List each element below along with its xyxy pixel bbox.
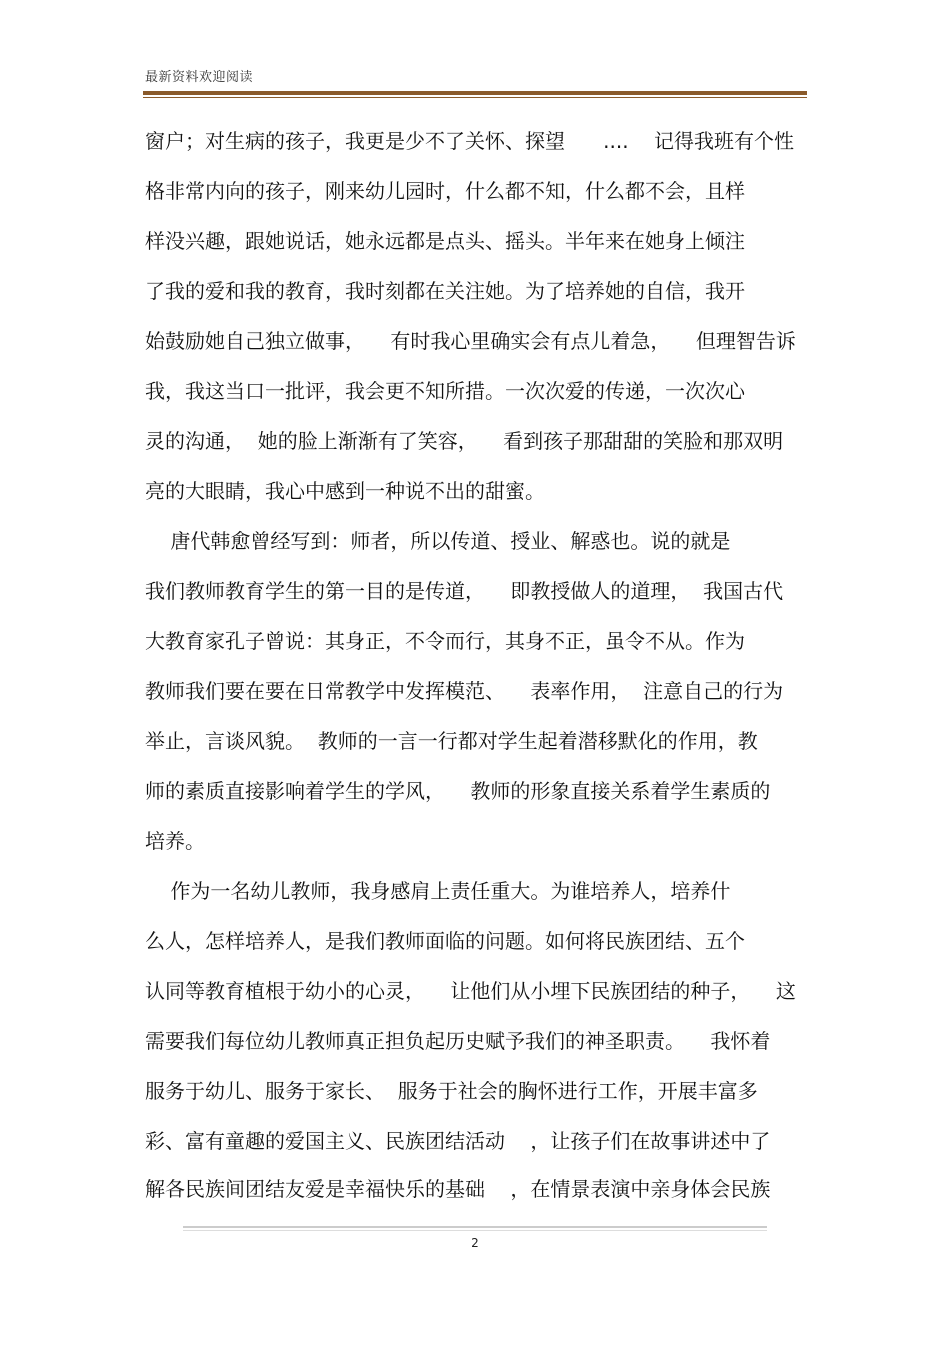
header-rule-thin [143,97,807,98]
footer-rule [183,1226,767,1228]
body-line: 认同等教育植根于幼小的心灵， 让他们从小埋下民族团结的种子， 这 [145,979,796,1003]
body-line: 培养。 [145,829,205,853]
body-line: 教师我们要在要在日常教学中发挥模范、 表率作用， 注意自己的行为 [145,679,784,703]
body-line: 始鼓励她自己独立做事， 有时我心里确实会有点儿着急， 但理智告诉 [145,329,796,353]
page-number: 2 [471,1236,479,1250]
body-line: 了我的爱和我的教育，我时刻都在关注她。为了培养她的自信，我开 [145,279,745,303]
body-line: 亮的大眼睛，我心中感到一种说不出的甜蜜。 [145,479,545,503]
body-line: 唐代韩愈曾经写到：师者，所以传道、授业、解惑也。说的就是 [145,529,731,553]
body-line: 彩、富有童趣的爱国主义、民族团结活动 ，让孩子们在故事讲述中了 [145,1129,771,1153]
body-line: 服务于幼儿、服务于家长、 服务于社会的胸怀进行工作，开展丰富多 [145,1079,758,1103]
body-line: 作为一名幼儿教师，我身感肩上责任重大。为谁培养人，培养什 [145,879,731,903]
header-rule [143,91,807,95]
body-line: 我们教师教育学生的第一目的是传道， 即教授做人的道理， 我国古代 [145,579,784,603]
footer-rule-thin [183,1230,767,1231]
body-line: 我，我这当口一批评，我会更不知所措。一次次爱的传递，一次次心 [145,379,745,403]
body-line: 灵的沟通， 她的脸上渐渐有了笑容， 看到孩子那甜甜的笑脸和那双明 [145,429,784,453]
body-line: 解各民族间团结友爱是幸福快乐的基础 ，在情景表演中亲身体会民族 [145,1177,771,1201]
body-line: 格非常内向的孩子，刚来幼儿园时，什么都不知，什么都不会，且样 [145,179,745,203]
body-line: 师的素质直接影响着学生的学风， 教师的形象直接关系着学生素质的 [145,779,771,803]
body-line: 么人，怎样培养人，是我们教师面临的问题。如何将民族团结、五个 [145,929,745,953]
header-label: 最新资料欢迎阅读 [145,70,254,85]
body-line: 样没兴趣，跟她说话，她永远都是点头、摇头。半年来在她身上倾注 [145,229,745,253]
body-line: 大教育家孔子曾说：其身正，不令而行，其身不正，虽令不从。作为 [145,629,745,653]
body-line: 举止，言谈风貌。 教师的一言一行都对学生起着潜移默化的作用，教 [145,729,758,753]
body-line: 窗户；对生病的孩子，我更是少不了关怀、探望 .... 记得我班有个性 [145,129,795,153]
body-line: 需要我们每位幼儿教师真正担负起历史赋予我们的神圣职责。 我怀着 [145,1029,771,1053]
